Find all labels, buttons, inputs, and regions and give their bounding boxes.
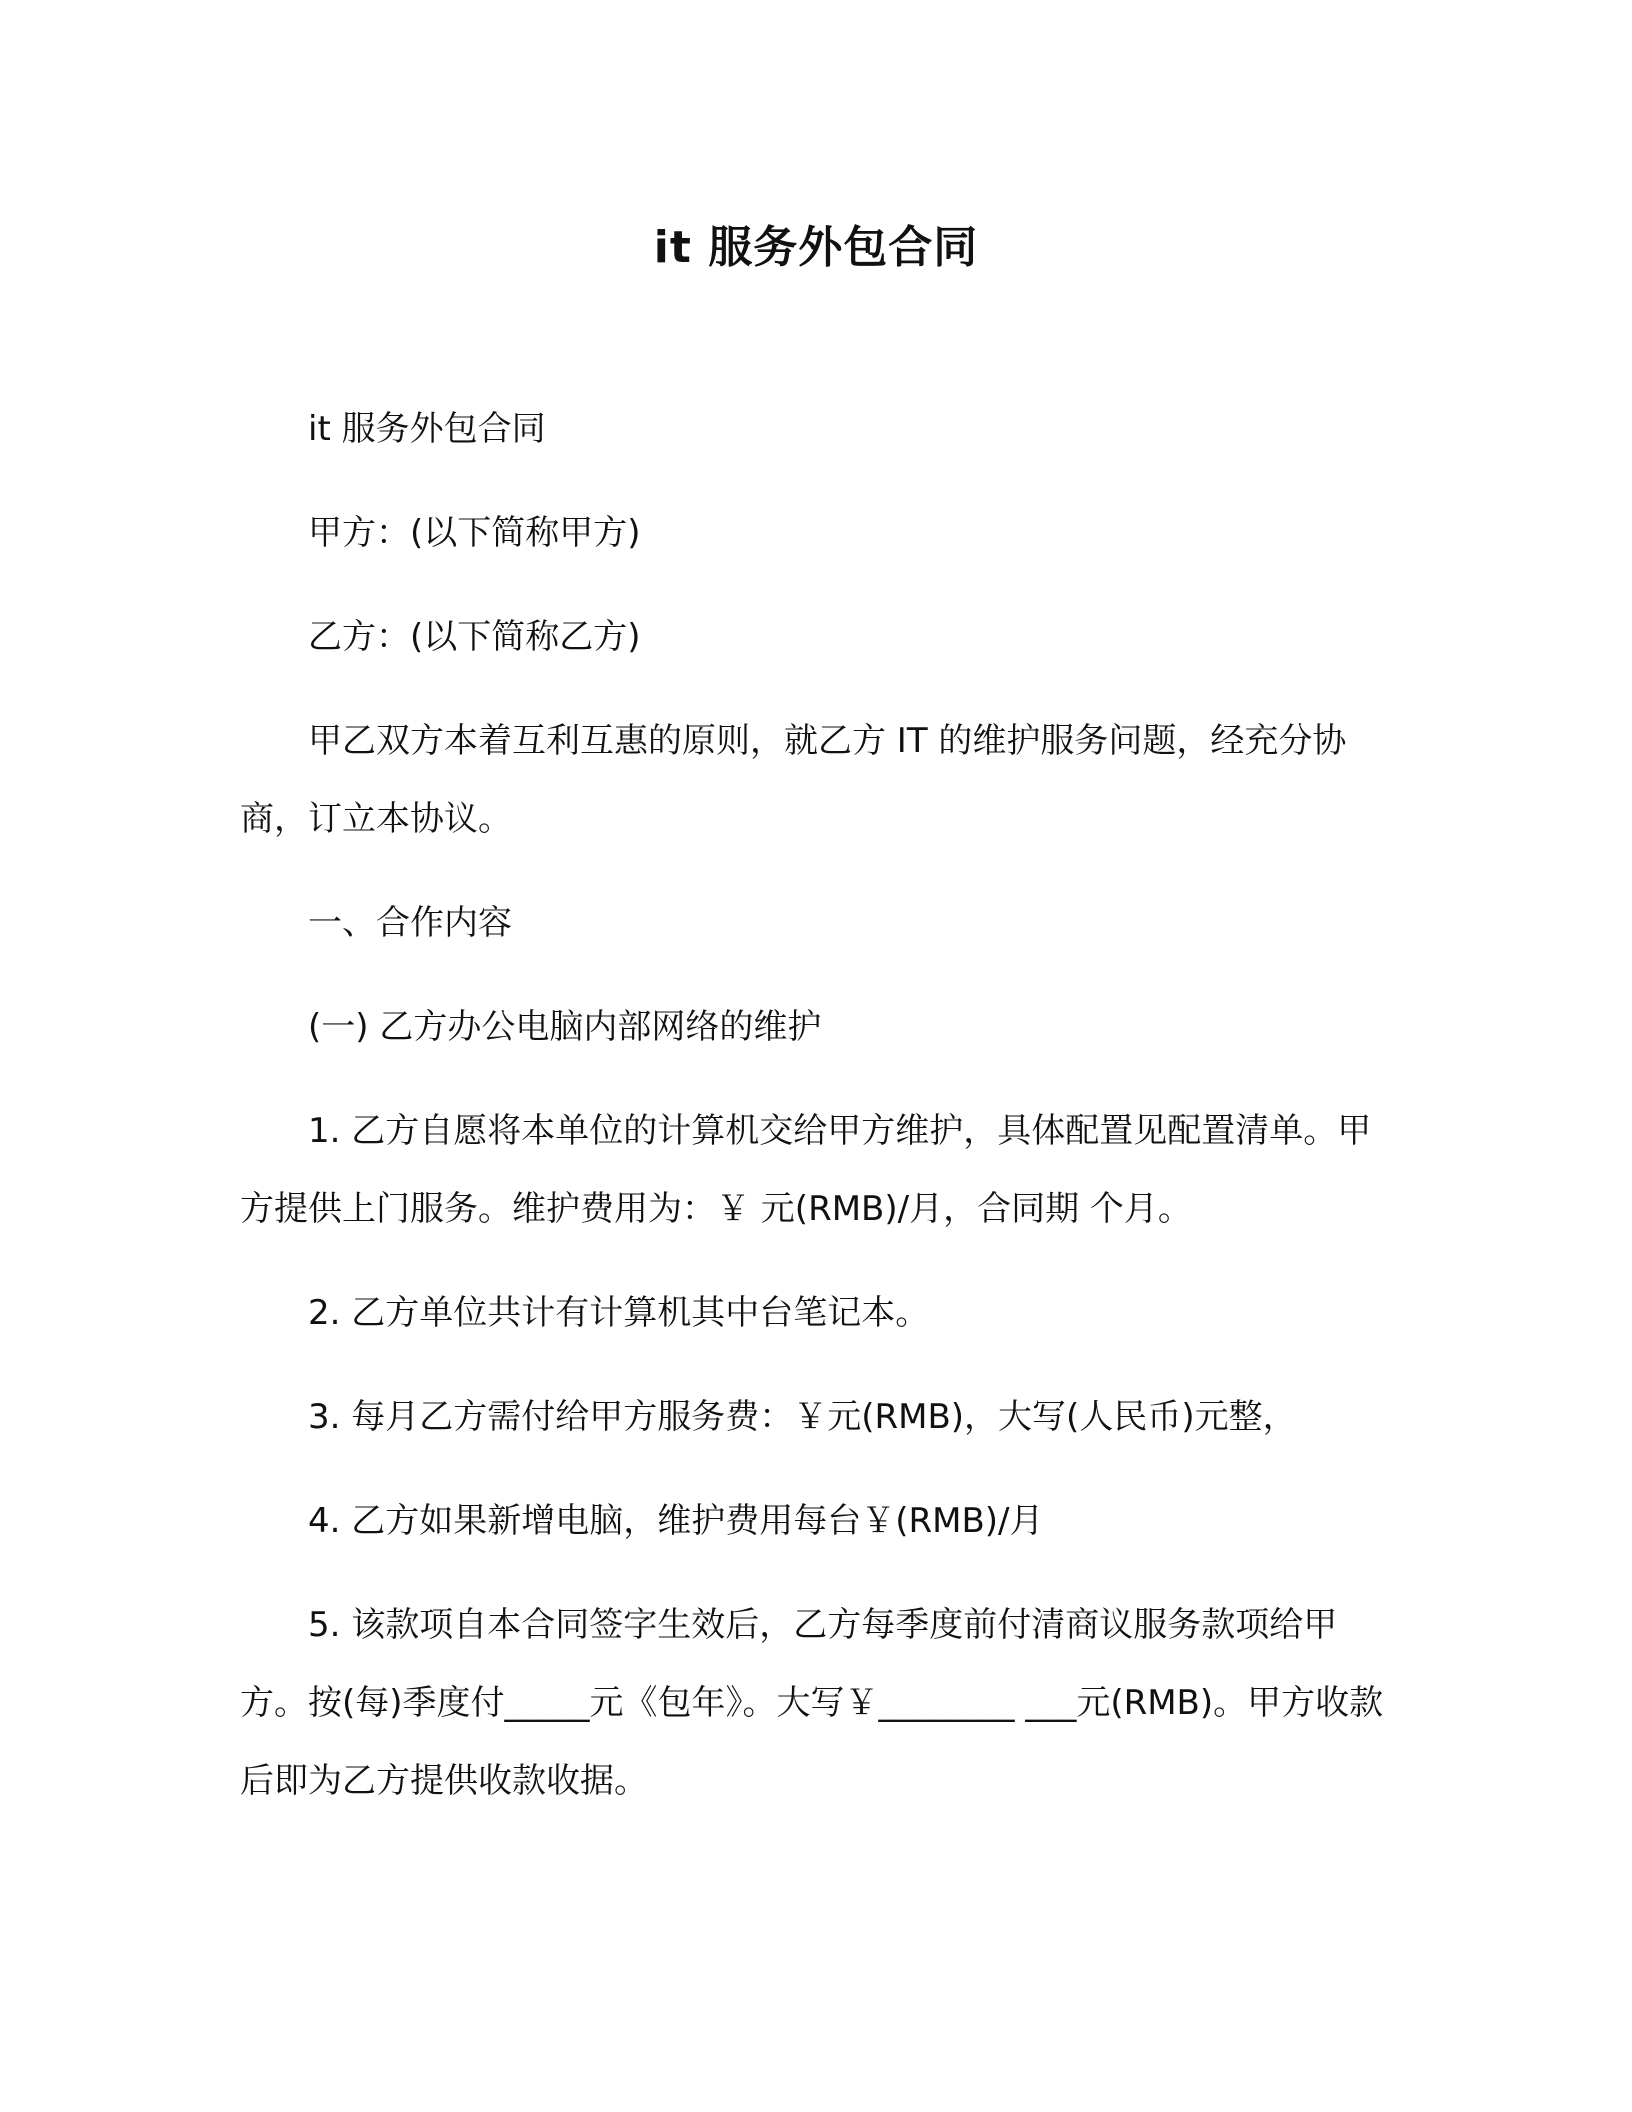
section-heading-cooperation: 一、合作内容 — [308, 903, 512, 943]
paragraph-subtitle: it 服务外包合同 — [308, 409, 546, 449]
subsection-heading-network: (一) 乙方办公电脑内部网络的维护 — [308, 1007, 822, 1047]
clause-2: 2. 乙方单位共计有计算机其中台笔记本。 — [308, 1293, 930, 1333]
clause-5: 5. 该款项自本合同签字生效后，乙方每季度前付清商议服务款项给甲方。按(每)季度付_____元《包年》。大写￥________ ___元(RMB)。甲方收款后即为乙方提供收款收据。 — [240, 1605, 1384, 1801]
paragraph-preamble: 甲乙双方本着互利互惠的原则，就乙方 IT 的维护服务问题，经充分协商，订立本协议。 — [240, 721, 1347, 839]
clause-1: 1. 乙方自愿将本单位的计算机交给甲方维护，具体配置见配置清单。甲方提供上门服务。维护费用为：￥ 元(RMB)/月，合同期 个月。 — [240, 1111, 1372, 1229]
clause-4: 4. 乙方如果新增电脑，维护费用每台￥(RMB)/月 — [308, 1501, 1044, 1541]
clause-3: 3. 每月乙方需付给甲方服务费：￥元(RMB)，大写(人民币)元整， — [308, 1397, 1297, 1437]
paragraph-party-b: 乙方：(以下简称乙方) — [308, 617, 641, 657]
document-body — [240, 390, 1390, 1846]
paragraph-party-a: 甲方：(以下简称甲方) — [308, 513, 641, 553]
document-title: it 服务外包合同 — [653, 222, 979, 273]
